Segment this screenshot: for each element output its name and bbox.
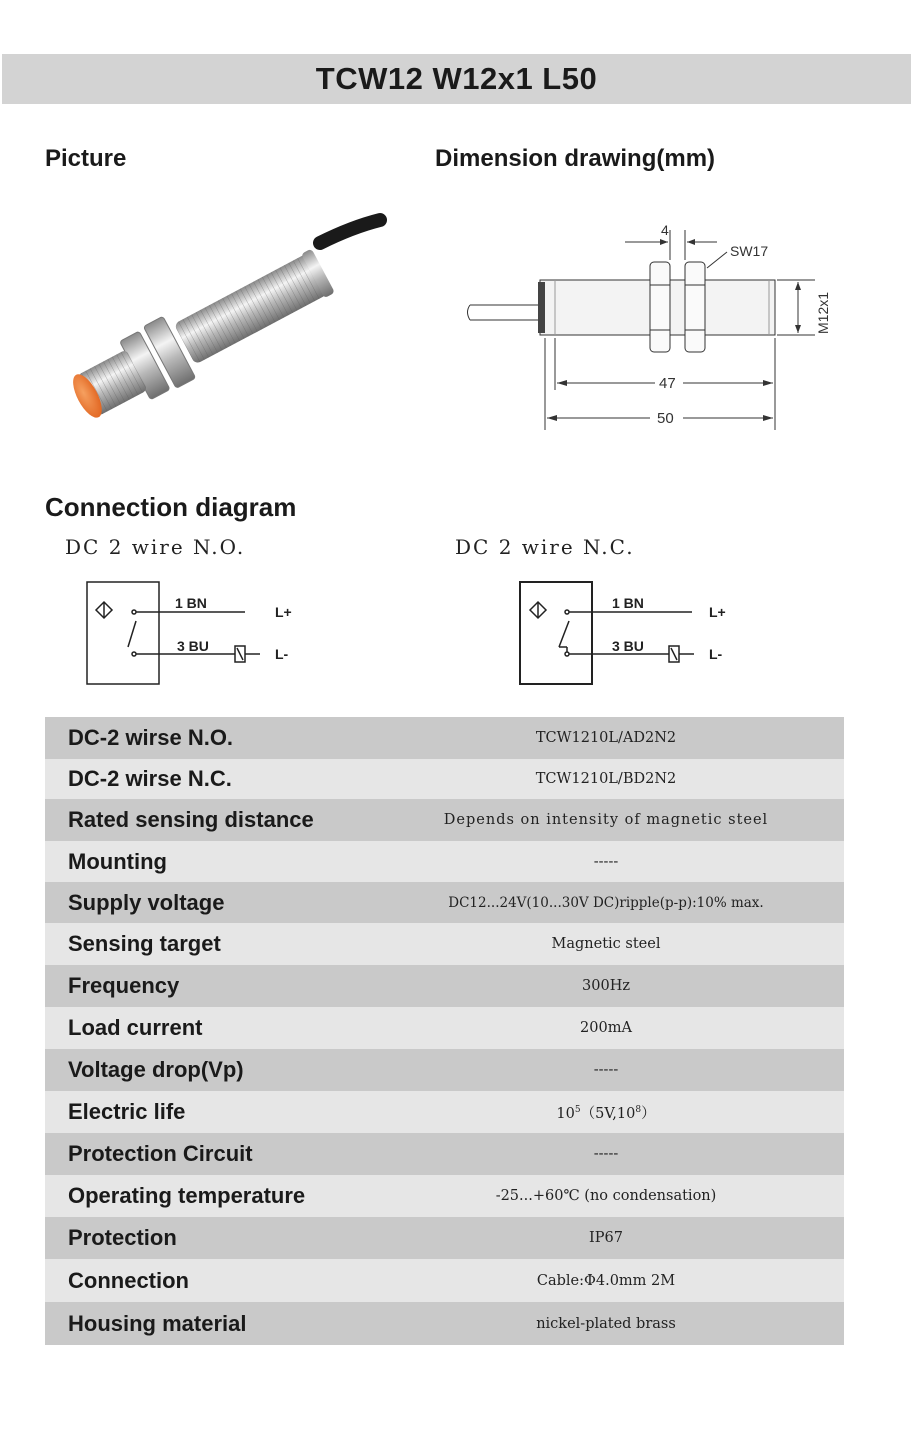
spec-row xyxy=(45,923,844,965)
spec-value: Cable:Φ4.0mm 2M xyxy=(368,1259,844,1302)
spec-label: Mounting xyxy=(45,841,368,882)
nc-caption: DC 2 wire N.C. xyxy=(455,535,635,559)
dim-body-length: 47 xyxy=(659,375,676,392)
spec-label: Housing material xyxy=(45,1302,368,1345)
dim-wrench: SW17 xyxy=(730,243,769,259)
spec-value: DC12...24V(10...30V DC)ripple(p-p):10% max. xyxy=(368,882,844,923)
dim-thread: M12x1 xyxy=(815,291,831,334)
dimension-heading: Dimension drawing(mm) xyxy=(435,145,716,172)
wiring-diagram-no xyxy=(80,575,310,690)
electric-life-mid: （5V,10 xyxy=(580,1105,636,1122)
picture-heading: Picture xyxy=(45,145,127,172)
dimension-drawing xyxy=(455,210,835,440)
spec-row xyxy=(45,717,844,759)
spec-row xyxy=(45,799,844,841)
electric-life-base: 10 xyxy=(556,1105,575,1122)
spec-row xyxy=(45,1007,844,1049)
dim-total-length: 50 xyxy=(657,410,674,427)
spec-label: DC-2 wirse N.C. xyxy=(45,759,368,799)
title-bar xyxy=(2,54,911,104)
spec-value xyxy=(368,1091,844,1133)
spec-row xyxy=(45,1133,844,1175)
spec-row xyxy=(45,1302,844,1345)
no-pos: L+ xyxy=(275,604,292,620)
spec-row xyxy=(45,841,844,882)
spec-label: Sensing target xyxy=(45,923,368,965)
spec-row xyxy=(45,1091,844,1133)
spec-value: 200mA xyxy=(368,1007,844,1049)
spec-value: -25...+60℃ (no condensation) xyxy=(368,1175,844,1217)
spec-value: Magnetic steel xyxy=(368,923,844,965)
dim-nut-width: 4 xyxy=(661,222,669,238)
spec-label: Protection xyxy=(45,1217,368,1259)
spec-row xyxy=(45,965,844,1007)
spec-label: Supply voltage xyxy=(45,882,368,923)
spec-row xyxy=(45,759,844,799)
no-caption: DC 2 wire N.O. xyxy=(65,535,246,559)
product-photo xyxy=(40,205,390,450)
spec-label: Load current xyxy=(45,1007,368,1049)
connection-heading: Connection diagram xyxy=(45,492,297,522)
electric-life-exp2: 8 xyxy=(635,1104,642,1115)
spec-row xyxy=(45,1259,844,1302)
no-wire2: 3 BU xyxy=(177,638,209,654)
no-wire1: 1 BN xyxy=(175,595,207,611)
spec-value: ----- xyxy=(368,1133,844,1175)
spec-label: Rated sensing distance xyxy=(45,799,368,841)
spec-label: Connection xyxy=(45,1259,368,1302)
spec-value: nickel-plated brass xyxy=(368,1302,844,1345)
spec-label: Operating temperature xyxy=(45,1175,368,1217)
wiring-diagram-nc xyxy=(512,575,742,690)
spec-value: Depends on intensity of magnetic steel xyxy=(368,799,844,841)
spec-row xyxy=(45,882,844,923)
electric-life-end: ） xyxy=(641,1105,656,1122)
spec-label: DC-2 wirse N.O. xyxy=(45,717,368,759)
nc-wire1: 1 BN xyxy=(612,595,644,611)
spec-row xyxy=(45,1217,844,1259)
nc-neg: L- xyxy=(709,646,723,662)
nc-pos: L+ xyxy=(709,604,726,620)
spec-label: Protection Circuit xyxy=(45,1133,368,1175)
spec-value: 300Hz xyxy=(368,965,844,1007)
spec-row xyxy=(45,1175,844,1217)
page-title: TCW12 W12x1 L50 xyxy=(315,61,598,96)
nc-wire2: 3 BU xyxy=(612,638,644,654)
spec-label: Electric life xyxy=(45,1091,368,1133)
spec-label: Voltage drop(Vp) xyxy=(45,1049,368,1091)
electric-life-exp: 5 xyxy=(574,1104,581,1115)
spec-table xyxy=(45,717,844,1345)
no-neg: L- xyxy=(275,646,289,662)
spec-value: TCW1210L/BD2N2 xyxy=(368,759,844,799)
spec-value: IP67 xyxy=(368,1217,844,1259)
spec-value: TCW1210L/AD2N2 xyxy=(368,717,844,759)
spec-value: ----- xyxy=(368,841,844,882)
spec-value: ----- xyxy=(368,1049,844,1091)
spec-label: Frequency xyxy=(45,965,368,1007)
spec-row xyxy=(45,1049,844,1091)
